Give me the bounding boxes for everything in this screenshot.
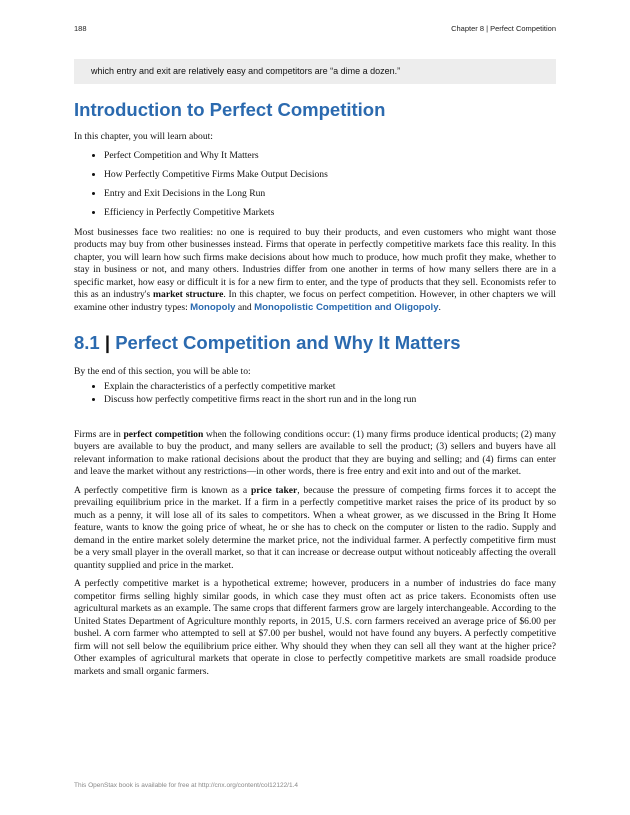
text-run: . In this chapter, we focus on perfect competition. However, in other chapters we will examine other industry types:: [74, 289, 556, 313]
list-item: • Efficiency in Perfectly Competitive Markets: [104, 207, 556, 220]
paragraph-perfect-competition: [74, 429, 556, 479]
intro-paragraph: [74, 227, 556, 315]
term-market-structure: market structure: [153, 289, 224, 301]
text-run: when the following conditions occur: (1) many firms produce identical products; (2) many buyers are available to buy the product, and many sellers are available to sell the product; (3) sellers and buyers have all relevant information to make rational decisions about the product that they are buying and selling; and (4) firms can enter and leave the market without any restrictions—in other words, there is free entry and exit into and out of the market.: [74, 428, 556, 478]
list-item: • Discuss how perfectly competitive firms react in the short run and in the long run: [104, 394, 556, 407]
section-heading: [74, 330, 556, 356]
list-item: • Entry and Exit Decisions in the Long Run: [104, 188, 556, 201]
chapter-title: Chapter 8 | Perfect Competition: [451, 24, 556, 33]
link-monopoly[interactable]: Monopoly: [190, 301, 236, 313]
paragraph-price-taker: [74, 485, 556, 573]
list-item: • How Perfectly Competitive Firms Make Output Decisions: [104, 169, 556, 182]
page-header: [74, 24, 556, 38]
page-footer: This OpenStax book is available for free at http://cnx.org/content/col12122/1.4: [74, 782, 299, 789]
page-content: [74, 97, 556, 684]
callout-box: [74, 59, 556, 84]
intro-lead: In this chapter, you will learn about:: [74, 131, 213, 142]
section-number: 8.1: [74, 332, 100, 354]
callout-text: which entry and exit are relatively easy and competitors are “a dime a dozen.”: [91, 66, 401, 76]
objectives-lead: By the end of this section, you will be able to:: [74, 366, 251, 378]
link-monopolistic-competition[interactable]: Monopolistic Competition and Oligopoly: [254, 301, 439, 313]
term-price-taker: price taker: [250, 484, 298, 496]
paragraph-agricultural-markets: A perfectly competitive market is a hypothetical extreme; however, producers in a number of industries do face many competitor firms selling highly similar goods, in which case they must often act as price takers. Economists often use agricultural markets as an example. The same crops that different farmers grow are largely interchangeable. According to the United States Department of Agriculture monthly reports, in 2015, U.S. corn farmers received an average price of $6.00 per bushel. A corn farmer who attempted to sell at $7.00 per bushel, would not have found any buyers. A perfectly competitive firm will not sell below the equilibrium price either. Why should they when they can sell all they want at the higher price? Other examples of agricultural markets that operate in close to perfectly competitive markets are small roadside produce markets and small organic farmers.: [74, 578, 556, 677]
text-run: and: [235, 301, 255, 313]
section-title: Perfect Competition and Why It Matters: [115, 332, 461, 354]
term-perfect-competition: perfect competition: [123, 428, 204, 440]
chapter-topics-list: [74, 150, 556, 220]
text-run: .: [438, 301, 441, 313]
text-run: Firms are in: [74, 428, 124, 440]
page-number: 188: [74, 24, 87, 33]
list-item: • Perfect Competition and Why It Matters: [104, 150, 556, 163]
text-run: Most businesses face two realities: no one is required to buy their products, and even customers who might want those products may buy from other businesses instead. Firms that operate in perfectly competitive markets face this reality. In this chapter, you will learn how such firms make decisions about how much to produce, how much profit they make, whether to stay in business or not, and many others. Industries differ from one another in terms of how many sellers there are in a specific market, how easy or difficult it is for a new firm to enter, and the type of products that they sell. Economists refer to this as an industry's: [74, 226, 556, 301]
learning-objectives-list: [74, 381, 556, 407]
list-item: • Explain the characteristics of a perfectly competitive market: [104, 381, 556, 394]
intro-heading: Introduction to Perfect Competition: [74, 99, 386, 120]
text-run: A perfectly competitive firm is known as a: [74, 484, 251, 496]
text-run: , because the pressure of competing firms forces it to accept the prevailing equilibrium price in the market. If a firm in a perfectly competitive market raises the price of its product by so much as a penny, it will lose all of its sales to competitors. When a wheat grower, as we discussed in the Bring It Home feature, wants to know the going price of wheat, he or she has to check on the computer or listen to the radio. Supply and demand in the entire market solely determine the market price, not the individual farmer. A perfectly competitive firm must be a very small player in the overall market, so that it can increase or decrease output without noticeably affecting the overall quantity supplied and price in the market.: [74, 484, 556, 571]
section-separator: |: [104, 332, 111, 354]
